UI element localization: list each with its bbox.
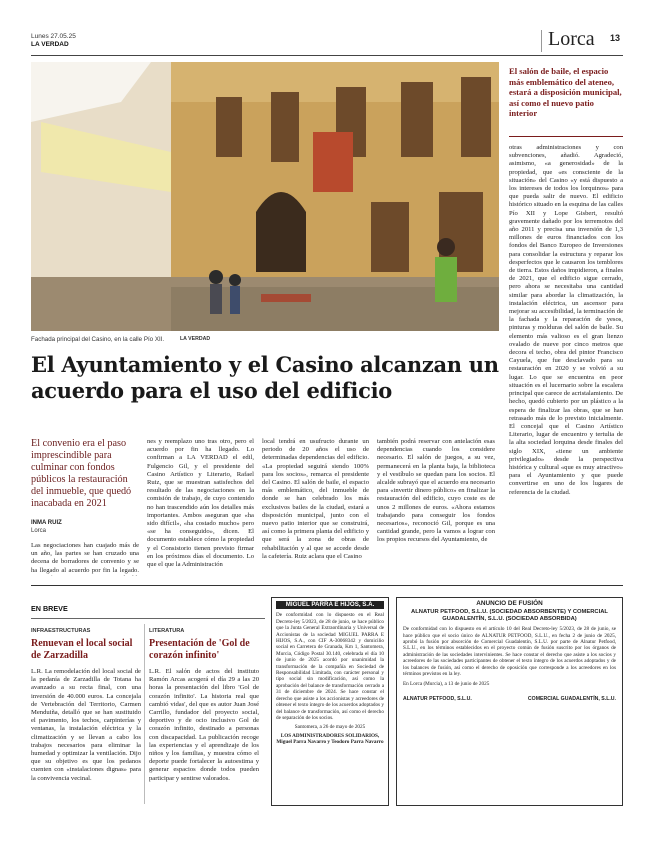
brief1-category: INFRAESTRUCTURAS bbox=[31, 628, 91, 634]
fusion-signers bbox=[403, 696, 616, 702]
article-lead: El convenio era el paso imprescindible para culminar con fondos públicos la restauración del inmueble, que quedó inacabada en 2021 bbox=[31, 438, 132, 509]
photo-credit: LA VERDAD bbox=[180, 336, 211, 342]
section-title: Lorca bbox=[548, 28, 595, 50]
photo-caption: Fachada principal del Casino, en la calle Pío XII. bbox=[31, 336, 165, 343]
header-paper: LA VERDAD bbox=[31, 41, 69, 48]
article-col2: nes y reemplazo uno tras otro, pero el acuerdo por fin ha llegado. Lo confirman a LA VERDAD el edil, Fulgencio Gil, y el presidente del Casino Artístico y Literario, Rafael Ruiz, que se muestran satisfechos del resultado de las negociaciones en la comisión de trabajo, de cuyo contenido no han trascendido aún los detalles más importantes. Ambos aseguran que «ha sido difícil», «ha costado mucho» pero «se ha conseguido», dicen. El documento establece cómo la propiedad y el Consistorio tienen previsto firmar en los próximos días el documento. Lo que el que la Administración bbox=[147, 438, 254, 569]
article-author: INMA RUIZ bbox=[31, 520, 62, 526]
fusion-signer: COMERCIAL GUADALENTÍN, S.L.U. bbox=[527, 695, 616, 702]
brief1-title: Renuevan el local social de Zarzadilla bbox=[31, 638, 133, 661]
brief2-category: LITERATURA bbox=[149, 628, 185, 634]
page-number: 13 bbox=[610, 33, 621, 43]
brief1-text: L.R. La remodelación del local social de la pedanía de Zarzadilla de Totana ha avanzado a su recta final, con una inversión de 40.000 euros. La concejala de Vertebración del Territorio, Carmen Menduiña, detalló que se han sustituido el pavimento, los techos, carpinterías y ventanas, la instalación eléctrica y la climatización y se llevan a cabo los trabajos necesarios para eliminar la humedad y optimizar la ventilación. Dijo que su objetivo es que los pedanos cuenten con «instalaciones dignas» para la convivencia vecinal. bbox=[31, 668, 141, 782]
parra-notice-signature: LOS ADMINISTRADORES SOLIDARIOS, Miguel Parra Navarro y Teodoro Parra Navarro bbox=[276, 732, 384, 746]
brief2-title: Presentación de 'Gol de corazón infinito' bbox=[149, 638, 250, 661]
fusion-notice-text: De conformidad con lo dispuesto en el artículo 10 del Real Decreto-ley 5/2023, de 28 de junio, se hace público que el socio único de ALNATUR PETFOOD, S.L.U., en fecha 2 de junio de 2025, aprobó la fusión por absorción de Comercial Guadalentín, S.L.U. por parte de Alnatur Petfood, S.L.U., en los términos establecidos en el proyecto común de fusión suscrito por los órganos de administración de las sociedades intervinientes. Se hace constar el derecho que asiste a los socios y acreedores de las sociedades participantes de obtener el texto íntegro de los acuerdos adoptados y de los balances de fusión, así como el derecho de oposición que corresponde a los acreedores en los términos previstos en la ley. bbox=[403, 626, 616, 678]
legal-notice-parra bbox=[271, 597, 389, 806]
brief-divider bbox=[144, 624, 145, 804]
header-divider bbox=[541, 30, 542, 52]
fusion-signer: ALNATUR PETFOOD, S.L.U. bbox=[403, 695, 472, 702]
header-rule bbox=[31, 55, 623, 56]
parra-notice-text: De conformidad con lo dispuesto en el Real Decreto-ley 5/2023, de 28 de junio, se hace público que la Junta General Extraordinaria y Universal de Accionistas de la sociedad MIGUEL PARRA E HIJOS, S.A., con CIF A-30068342 y domicilio social en Carretera de Granada, Km 1, Santomera, Murcia, Código Postal 30.140, celebrada el día 10 de junio de 2025 acordó por unanimidad la transformación de la compañía en Sociedad de Responsabilidad Limitada, con carácter personal y tipo social sin modificación, así como la aprobación del balance de transformación cerrado a 31 de diciembre de 2024. Se hace constar el derecho que asiste a los accionistas y acreedores de obtener el texto íntegro de los acuerdos adoptados y del balance de transformación, así como el derecho de separación de los socios. bbox=[276, 612, 384, 721]
sidebar-quote: El salón de baile, el espacio más emblemático del ateneo, estará a disposición municipal, así como el nuevo patio interior bbox=[509, 66, 622, 119]
article-col4: también podrá reservar con antelación esas dependencias cuando los considere necesario. El salón de juegos, a su vez, permanecerá en la planta baja, la biblioteca y el vestíbulo se quedan para los socios. El alcalde subrayó que el acuerdo era necesario para «invertir dinero público» en finalizar la restauración del edificio, cuyo coste es de unos 2 millones de euros. «Ahora estamos trabajando para conseguir los fondos necesarios», reconoció Gil, porque es una cantidad grande, pero la vamos a lograr con los propios recursos del Ayuntamiento, de bbox=[377, 438, 495, 544]
article-col1: Las negociaciones han cuajado más de un año, las partes se han cruzado una decena de borradores de convenio y se ha llegado al acuerdo por fin la legado. bbox=[31, 542, 139, 574]
parra-notice-title: MIGUEL PARRA E HIJOS, S.A. bbox=[276, 601, 384, 609]
article-col3: local tendrá en usufructo durante un periodo de 20 años el uso de determinadas dependencias del edificio. «La propiedad seguirá siendo 100% para los socios», remarca el presidente del Casino. El salón de baile, el espacio más emblemático, del inmueble de donde se han celebrado los más exclusivos bailes de la ciudad, estará a disposición municipal, junto con el nuevo patio interior que se construirá, así como la primera planta del edificio y que será la zona de obras de rehabilitación y al que se accede desde la cafetería. Ruiz aclara que el Casino bbox=[262, 438, 369, 560]
casino-photo bbox=[31, 62, 499, 331]
fusion-notice-place: En Lorca (Murcia), a 13 de junio de 2025 bbox=[403, 681, 490, 688]
sidebar-text: otras administraciones y con subvenciones, añadió. Agradeció, asimismo, «a generosidad» de la propiedad, que «es consciente de la situación» del Casino «y está dispuesto a los intereses de todos los lorquinos» para que pueda salir de nuevo. El edificio histórico situado en la esquina de las calles Pío XII y Lope Gisbert, resultó gravemente dañado por los terremotos del año 2011 y precisa una inversión de 1,3 millones de euros financiados con los fondos del Banco Europeo de Inversiones para consolidar la estructura y reparar los desperfectos que le causaron los temblores de tierra. Estos daños impidieron, a finales de 2021, que el edificio sigue cerrado, pero ahora se necesitaba una cantidad similar para abordar la climatización, la instalación eléctrica, un ascensor para mejorar su accesibilidad, la terminación de la fachada y la reparación de yesos, pinturas y molduras del salón de baile. Su elemento más valioso es el gran lienzo ovalado de nueve por cinco metros que decora el techo, obra del pintor Francisco Cayuela, que fue desclavado para su restauración en 2020 y se volvió a su lugar. Lo que se encuentra en peor situación es el lucernario sobre la escalera principal que carece de acristalamiento. De hecho, quedó cubierto por un plástico a la espera de finalizar las obras, que se han retrasado más de lo previsto inicialmente. El concejal que el Casino Artístico Literario, lugar de encuentro y tertulia de la alta sociedad lorquina desde finales del siglo XIX, «tiene un ambiente privilegiado» desde la perspectiva histórica y cultural «que es muy atractivo» para el Ayuntamiento y que puede convertirse en uno de los lugares de referencia de la ciudad. bbox=[509, 144, 623, 496]
sidebar-quote-rule bbox=[509, 136, 623, 137]
brief-label: EN BREVE bbox=[31, 604, 68, 613]
brief-rule bbox=[31, 618, 265, 619]
legal-notice-fusion bbox=[396, 597, 623, 806]
section-rule bbox=[31, 585, 623, 586]
article-place: Lorca bbox=[31, 528, 47, 534]
parra-notice-place: Santomera, a 26 de mayo de 2025 bbox=[294, 724, 366, 731]
article-headline: El Ayuntamiento y el Casino alcanzan un acuerdo para el uso del edificio bbox=[31, 352, 499, 403]
fusion-notice-subtitle: ALNATUR PETFOOD, S.L.U. (SOCIEDAD ABSORBENTE) Y COMERCIAL GUADALENTÍN, S.L.U. (SOCIEDAD ABSORBIDA) bbox=[411, 609, 608, 622]
brief2-text: L.R. El salón de actos del instituto Ramón Arcas acogerá el día 29 a las 20 horas la presentación del libro 'Gol de corazón infinito'. La historia real que cambió vidas', del que es autor Juan José Carrillo, fundador del proyecto social, deportivo y de ocio inclusivo Gol de corazón infinito, destinado a personas con discapacidad. La publicación recoge las experiencias y el aprendizaje de los niños y los familias, y muestra cómo el deporte puede fortalecer la autoestima y generar espacios donde todos pueden participar y sentirse valorados. bbox=[149, 668, 259, 782]
fusion-notice-title: ANUNCIO DE FUSIÓN bbox=[476, 600, 543, 607]
header-date: Lunes 27.05.25 bbox=[31, 33, 76, 40]
